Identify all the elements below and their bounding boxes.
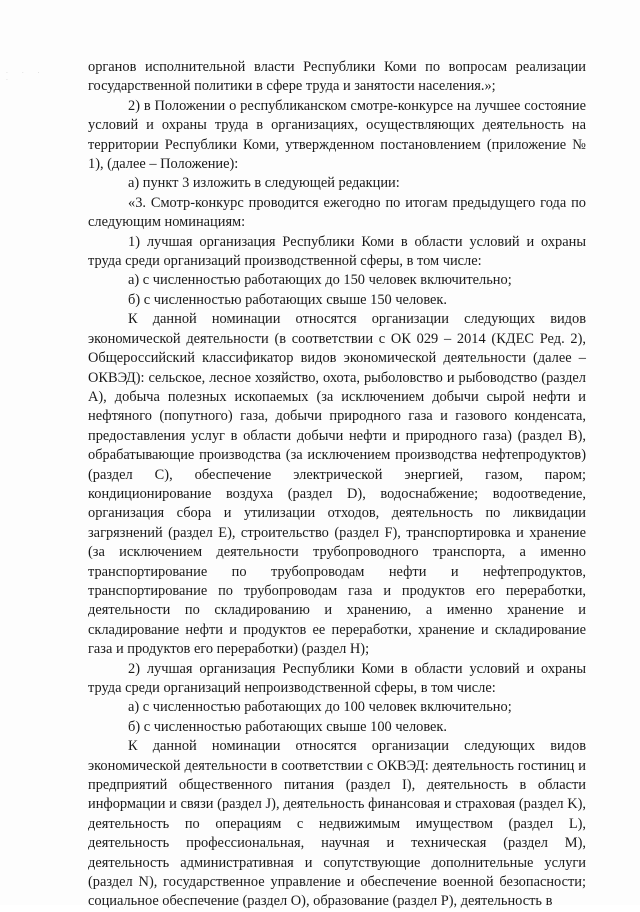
paragraph-item-2: 2) в Положении о республиканском смотре-конкурсе на лучшее состояние условий и охраны труда в организациях, осуществляющих деятельность на территории Республики Коми, утвержденном постановлением (приложение № 1), (далее – Положение): [88,97,586,173]
paragraph-nomination-1-scope: К данной номинации относятся организации следующих видов экономической деятельности (в соответствии с ОК 029 – 2014 (КДЕС Ред. 2), Общероссийский классификатор видов экономической деятельности (далее – ОКВЭД): сельское, лесное хозяйство, охота, рыболовство и рыбоводство (раздел A), добыча полезных ископаемых (за исключением добычи сырой нефти и нефтяного (попутного) газа, добычи природного газа и газового конденсата, предоставления услуг в области добычи нефти и природного газа) (раздел B), обрабатывающие производства (за исключением производства нефтепродуктов) (раздел C), обеспечение электрической энергией, газом, паром; кондиционирование воздуха (раздел D), водоснабжение; водоотведение, организация сбора и утилизации отходов, деятельность по ликвидации загрязнений (раздел E), строительство (раздел F), транспортировка и хранение (за исключением деятельности трубопроводного транспорта, а именно транспортирование по трубопроводам нефти и нефтепродуктов, транспортирование по трубопроводам газа и продуктов его переработки, деятельности по складированию и хранению, а именно хранение и складирование нефти и продуктов ее переработки, хранение и складирование газа и продуктов его переработки) (раздел H); [88,311,586,658]
paragraph-nomination-1: 1) лучшая организация Республики Коми в области условий и охраны труда среди организаций производственной сферы, в том числе: [88,233,586,270]
paragraph-nomination-2a: а) с численностью работающих до 100 человек включительно; [128,699,512,716]
paragraph-clause-3: «3. Смотр-конкурс проводится ежегодно по итогам предыдущего года по следующим номинациям: [88,194,586,231]
paragraph-nomination-2b: б) с численностью работающих свыше 100 человек. [128,718,448,735]
paragraph-continuation: органов исполнительной власти Республики Коми по вопросам реализации государственной политики в сфере труда и занятости населения.»; [88,59,586,95]
paragraph-nomination-2: 2) лучшая организация Республики Коми в области условий и охраны труда среди организаций непроизводственной сферы, в том числе: [88,660,586,696]
paragraph-nomination-1b: б) с численностью работающих свыше 150 человек. [128,291,448,308]
document-body [88,58,586,912]
paragraph-subitem-a: а) пункт 3 изложить в следующей редакции: [128,175,400,192]
scan-artifact: · · · · [6,70,46,84]
paragraph-nomination-1a: а) с численностью работающих до 150 человек включительно; [128,272,512,289]
paragraph-nomination-2-scope: К данной номинации относятся организации следующих видов экономической деятельности в соответствии с ОКВЭД: деятельность гостиниц и предприятий общественного питания (раздел I), деятельность в области информации и связи (раздел J), деятельность финансовая и страховая (раздел K), деятельность по операциям с недвижимым имуществом (раздел L), деятельность профессиональная, научная и техническая (раздел M), деятельность административная и сопутствующие дополнительные услуги (раздел N), государственное управление и обеспечение военной безопасности; социальное обеспечение (раздел O), образование (раздел P), деятельность в [88,738,586,910]
